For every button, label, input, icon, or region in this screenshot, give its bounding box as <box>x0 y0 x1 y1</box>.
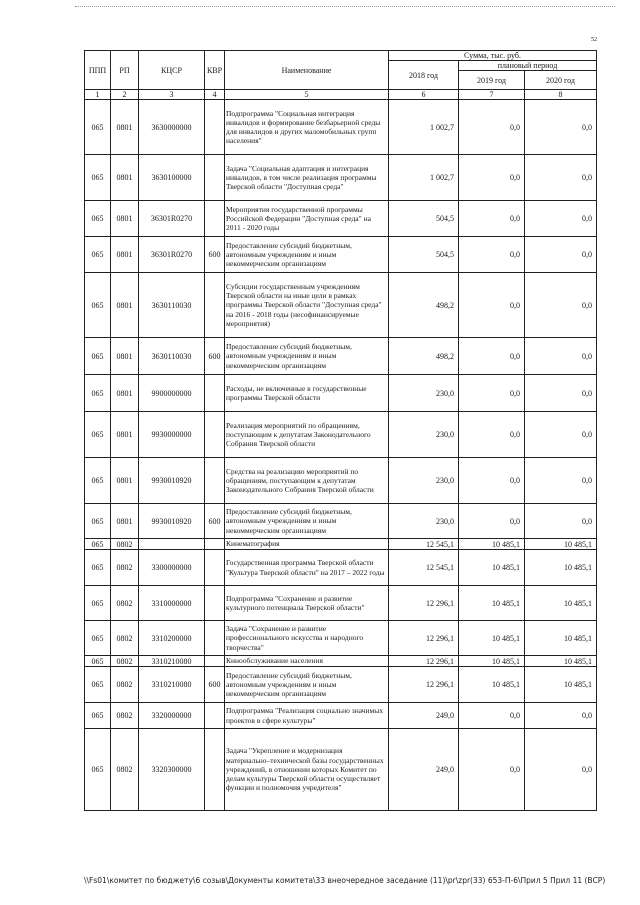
page-number: 52 <box>591 37 597 43</box>
budget-table-body <box>85 100 597 811</box>
cell-2019: 0,0 <box>459 458 525 504</box>
cell-2018: 230,0 <box>389 412 459 458</box>
cell-2020: 0,0 <box>525 338 597 375</box>
cell-rp: 0802 <box>111 550 139 586</box>
cell-2018: 12 296,1 <box>389 586 459 621</box>
table-row <box>85 667 597 703</box>
cell-name: Кинообслуживание населения <box>225 656 389 667</box>
cell-ppp: 065 <box>85 155 111 201</box>
cell-2018: 12 545,1 <box>389 550 459 586</box>
cell-kvr <box>205 458 225 504</box>
cell-kcsr: 3630000000 <box>139 100 205 155</box>
table-row <box>85 237 597 273</box>
cell-2019: 0,0 <box>459 504 525 539</box>
cell-2018: 498,2 <box>389 338 459 375</box>
table-row <box>85 656 597 667</box>
cell-rp: 0802 <box>111 539 139 550</box>
column-number: 3 <box>139 90 205 100</box>
cell-kvr <box>205 621 225 656</box>
cell-kcsr: 3310210080 <box>139 656 205 667</box>
cell-kcsr: 36301R0270 <box>139 237 205 273</box>
cell-2019: 10 485,1 <box>459 586 525 621</box>
cell-2019: 10 485,1 <box>459 550 525 586</box>
cell-name: Предоставление субсидий бюджетным, автономным учреждениям и иным некоммерческим организациям <box>225 338 389 375</box>
cell-name: Задача "Сохранение и развитие профессионального искусства и народного творчества" <box>225 621 389 656</box>
cell-ppp: 065 <box>85 338 111 375</box>
cell-kcsr: 3310000000 <box>139 586 205 621</box>
cell-kcsr: 9930000000 <box>139 412 205 458</box>
cell-2019: 10 485,1 <box>459 667 525 703</box>
cell-rp: 0802 <box>111 729 139 811</box>
cell-kcsr: 3310200000 <box>139 621 205 656</box>
cell-2020: 0,0 <box>525 155 597 201</box>
cell-kvr <box>205 100 225 155</box>
header-year-2018: 2018 год <box>389 61 459 90</box>
column-number: 2 <box>111 90 139 100</box>
cell-kvr <box>205 201 225 237</box>
cell-kvr <box>205 703 225 729</box>
cell-rp: 0801 <box>111 412 139 458</box>
cell-2019: 10 485,1 <box>459 656 525 667</box>
cell-ppp: 065 <box>85 621 111 656</box>
cell-ppp: 065 <box>85 273 111 338</box>
cell-rp: 0801 <box>111 338 139 375</box>
cell-kcsr <box>139 539 205 550</box>
cell-kcsr: 9900000000 <box>139 375 205 412</box>
cell-rp: 0802 <box>111 667 139 703</box>
cell-kvr <box>205 273 225 338</box>
cell-kcsr: 3630110030 <box>139 273 205 338</box>
cell-rp: 0801 <box>111 458 139 504</box>
cell-2020: 10 485,1 <box>525 539 597 550</box>
cell-2020: 10 485,1 <box>525 621 597 656</box>
table-row <box>85 338 597 375</box>
table-row <box>85 155 597 201</box>
cell-2019: 0,0 <box>459 375 525 412</box>
cell-name: Мероприятия государственной программы Российской Федерации "Доступная среда" на 2011 - 2020 годы <box>225 201 389 237</box>
cell-kvr: 600 <box>205 667 225 703</box>
header-year-2020: 2020 год <box>525 71 597 90</box>
cell-name: Субсидии государственным учреждениям Тверской области на иные цели в рамках программы Тверской области "Доступная среда" на 2016 - 2018 годы (несофинансируемые мероприятия) <box>225 273 389 338</box>
cell-kcsr: 3300000000 <box>139 550 205 586</box>
column-number: 6 <box>389 90 459 100</box>
cell-2020: 0,0 <box>525 375 597 412</box>
cell-rp: 0802 <box>111 656 139 667</box>
cell-2020: 0,0 <box>525 458 597 504</box>
cell-rp: 0801 <box>111 375 139 412</box>
cell-2020: 0,0 <box>525 504 597 539</box>
column-number: 5 <box>225 90 389 100</box>
table-row <box>85 586 597 621</box>
cell-2019: 0,0 <box>459 729 525 811</box>
cell-ppp: 065 <box>85 375 111 412</box>
cell-name: Подпрограмма "Сохранение и развитие культурного потенциала Тверской области" <box>225 586 389 621</box>
cell-name: Средства на реализацию мероприятий по обращениям, поступающим к депутатам Законодательного Собрания Тверской области <box>225 458 389 504</box>
cell-kvr <box>205 729 225 811</box>
cell-rp: 0802 <box>111 621 139 656</box>
table-row <box>85 412 597 458</box>
cell-ppp: 065 <box>85 237 111 273</box>
cell-rp: 0801 <box>111 273 139 338</box>
cell-2018: 12 545,1 <box>389 539 459 550</box>
cell-ppp: 065 <box>85 458 111 504</box>
header-name: Наименование <box>225 51 389 90</box>
cell-2018: 230,0 <box>389 458 459 504</box>
cell-rp: 0801 <box>111 155 139 201</box>
table-row <box>85 458 597 504</box>
cell-2018: 504,5 <box>389 201 459 237</box>
cell-2019: 0,0 <box>459 100 525 155</box>
table-row <box>85 504 597 539</box>
table-row <box>85 550 597 586</box>
cell-kcsr: 9930010920 <box>139 504 205 539</box>
cell-ppp: 065 <box>85 703 111 729</box>
cell-ppp: 065 <box>85 550 111 586</box>
table-row <box>85 703 597 729</box>
cell-kcsr: 3630100000 <box>139 155 205 201</box>
cell-name: Задача "Укрепление и модернизация материально–технической базы государственных учреждений, в отношении которых Комитет по делам культуры Тверской области осуществляет функции и полномочия учредителя" <box>225 729 389 811</box>
cell-name: Предоставление субсидий бюджетным, автономным учреждениям и иным некоммерческим организациям <box>225 504 389 539</box>
cell-2019: 0,0 <box>459 201 525 237</box>
cell-rp: 0802 <box>111 703 139 729</box>
cell-kvr <box>205 550 225 586</box>
cell-kcsr: 3310210080 <box>139 667 205 703</box>
cell-kcsr: 9930010920 <box>139 458 205 504</box>
cell-2019: 10 485,1 <box>459 539 525 550</box>
cell-2019: 0,0 <box>459 703 525 729</box>
header-kvr: КВР <box>205 51 225 90</box>
cell-name: Расходы, не включенные в государственные программы Тверской области <box>225 375 389 412</box>
cell-2018: 230,0 <box>389 375 459 412</box>
scan-top-line <box>75 6 615 7</box>
table-row <box>85 621 597 656</box>
cell-ppp: 065 <box>85 586 111 621</box>
budget-table <box>84 50 597 811</box>
cell-kvr <box>205 412 225 458</box>
cell-ppp: 065 <box>85 100 111 155</box>
cell-2018: 1 002,7 <box>389 155 459 201</box>
document-file-path: \\Fs01\комитет по бюджету\6 созыв\Документы комитета\33 внеочередное заседание (11)\pr\zpr(33) 653-П-6\Прил 5 Прил 11 (ВСР) <box>84 876 606 885</box>
cell-2020: 0,0 <box>525 703 597 729</box>
cell-2020: 0,0 <box>525 273 597 338</box>
cell-ppp: 065 <box>85 412 111 458</box>
cell-kcsr: 36301R0270 <box>139 201 205 237</box>
cell-2019: 10 485,1 <box>459 621 525 656</box>
header-rp: РП <box>111 51 139 90</box>
cell-kcsr: 3630110030 <box>139 338 205 375</box>
cell-kcsr: 3320000000 <box>139 703 205 729</box>
cell-kvr <box>205 656 225 667</box>
cell-rp: 0802 <box>111 586 139 621</box>
cell-name: Кинематография <box>225 539 389 550</box>
cell-2019: 0,0 <box>459 338 525 375</box>
header-ppp: ППП <box>85 51 111 90</box>
cell-2018: 12 296,1 <box>389 656 459 667</box>
cell-2018: 498,2 <box>389 273 459 338</box>
table-row <box>85 201 597 237</box>
cell-2020: 10 485,1 <box>525 656 597 667</box>
cell-rp: 0801 <box>111 237 139 273</box>
cell-2018: 230,0 <box>389 504 459 539</box>
cell-ppp: 065 <box>85 667 111 703</box>
cell-2019: 0,0 <box>459 155 525 201</box>
table-row <box>85 100 597 155</box>
table-row <box>85 375 597 412</box>
cell-kvr: 600 <box>205 338 225 375</box>
cell-kvr: 600 <box>205 504 225 539</box>
cell-2020: 0,0 <box>525 729 597 811</box>
cell-2018: 1 002,7 <box>389 100 459 155</box>
cell-kcsr: 3320300000 <box>139 729 205 811</box>
column-number: 7 <box>459 90 525 100</box>
cell-kvr <box>205 375 225 412</box>
cell-2018: 249,0 <box>389 703 459 729</box>
header-sum: Сумма, тыс. руб. <box>389 51 597 61</box>
cell-ppp: 065 <box>85 539 111 550</box>
header-kcsr: КЦСР <box>139 51 205 90</box>
cell-name: Реализация мероприятий по обращениям, поступающим к депутатам Законодательного Собрания Тверской области <box>225 412 389 458</box>
cell-2020: 0,0 <box>525 412 597 458</box>
cell-rp: 0801 <box>111 100 139 155</box>
cell-kvr <box>205 539 225 550</box>
cell-2020: 0,0 <box>525 201 597 237</box>
cell-kvr <box>205 586 225 621</box>
cell-kvr <box>205 155 225 201</box>
cell-name: Подпрограмма "Социальная интеграция инвалидов и формирование безбарьерной среды для инвалидов и других маломобильных групп населения" <box>225 100 389 155</box>
cell-name: Подпрограмма "Реализация социально значимых проектов в сфере культуры" <box>225 703 389 729</box>
cell-ppp: 065 <box>85 504 111 539</box>
cell-2020: 10 485,1 <box>525 586 597 621</box>
cell-rp: 0801 <box>111 504 139 539</box>
cell-2019: 0,0 <box>459 237 525 273</box>
header-year-2019: 2019 год <box>459 71 525 90</box>
cell-rp: 0801 <box>111 201 139 237</box>
cell-kvr: 600 <box>205 237 225 273</box>
cell-ppp: 065 <box>85 729 111 811</box>
cell-2018: 504,5 <box>389 237 459 273</box>
table-row <box>85 539 597 550</box>
cell-name: Предоставление субсидий бюджетным, автономным учреждениям и иным некоммерческим организациям <box>225 237 389 273</box>
table-row <box>85 729 597 811</box>
column-number: 1 <box>85 90 111 100</box>
cell-2020: 10 485,1 <box>525 667 597 703</box>
cell-2018: 12 296,1 <box>389 621 459 656</box>
column-number: 4 <box>205 90 225 100</box>
cell-name: Предоставление субсидий бюджетным, автономным учреждениям и иным некоммерческим организациям <box>225 667 389 703</box>
cell-2020: 10 485,1 <box>525 550 597 586</box>
cell-2019: 0,0 <box>459 273 525 338</box>
cell-2020: 0,0 <box>525 100 597 155</box>
cell-name: Государственная программа Тверской области "Культура Тверской области" на 2017 – 2022 годы <box>225 550 389 586</box>
column-number: 8 <box>525 90 597 100</box>
cell-2020: 0,0 <box>525 237 597 273</box>
cell-2018: 12 296,1 <box>389 667 459 703</box>
cell-2018: 249,0 <box>389 729 459 811</box>
cell-ppp: 065 <box>85 201 111 237</box>
cell-name: Задача "Социальная адаптация и интеграция инвалидов, в том числе реализация программы Тверской области "Доступная среда" <box>225 155 389 201</box>
table-row <box>85 273 597 338</box>
cell-2019: 0,0 <box>459 412 525 458</box>
header-planned-period: плановый период <box>459 61 597 71</box>
cell-ppp: 065 <box>85 656 111 667</box>
